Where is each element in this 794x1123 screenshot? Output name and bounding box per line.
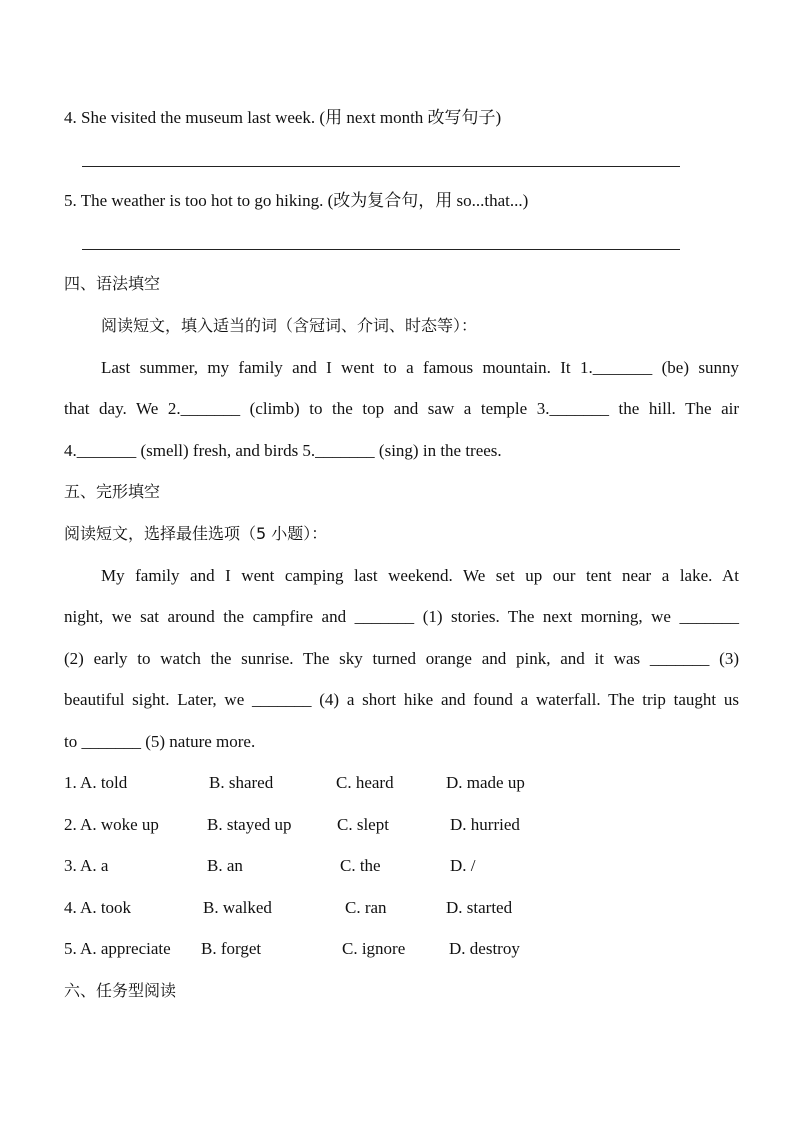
- option-2-c: C. slept: [337, 815, 389, 834]
- option-2-d: D. hurried: [450, 815, 520, 834]
- grammar-passage-line-3: 4._______ (smell) fresh, and birds 5._______ (sing) in the trees.: [64, 441, 502, 460]
- grammar-passage-line-1: Last summer, my family and I went to a famous mountain. It 1._______ (be) sunny: [101, 358, 739, 377]
- option-5-c: C. ignore: [342, 939, 406, 958]
- option-1-c: C. heard: [336, 773, 394, 792]
- option-2-a: 2. A. woke up: [64, 815, 159, 834]
- section-6-heading: 六、任务型阅读: [64, 981, 177, 1000]
- option-3-b: B. an: [207, 856, 243, 875]
- option-5-b: B. forget: [201, 939, 262, 958]
- rewrite-question-5: 5. The weather is too hot to go hiking. (改为复合句，用 so...that...): [64, 191, 529, 210]
- option-4-d: D. started: [446, 898, 513, 917]
- cloze-passage-line-2: night, we sat around the campfire and _______ (1) stories. The next morning, we _______: [64, 607, 739, 626]
- section-4-heading: 四、语法填空: [64, 274, 161, 293]
- option-3-c: C. the: [340, 856, 381, 875]
- option-5-d: D. destroy: [449, 939, 520, 958]
- option-3-a: 3. A. a: [64, 856, 109, 875]
- option-1-a: 1. A. told: [64, 773, 128, 792]
- cloze-passage-line-5: to _______ (5) nature more.: [64, 732, 256, 751]
- option-1-b: B. shared: [209, 773, 274, 792]
- option-5-a: 5. A. appreciate: [64, 939, 171, 958]
- option-4-c: C. ran: [345, 898, 387, 917]
- section-5-heading: 五、完形填空: [64, 482, 161, 501]
- answer-line-5: [82, 249, 680, 250]
- rewrite-question-4: 4. She visited the museum last week. (用 next month 改写句子): [64, 108, 502, 127]
- cloze-passage-line-1: My family and I went camping last weekend. We set up our tent near a lake. At: [101, 566, 739, 585]
- cloze-passage-line-4: beautiful sight. Later, we _______ (4) a short hike and found a waterfall. The trip taught us: [64, 690, 739, 709]
- section-4-instruction: 阅读短文，填入适当的词（含冠词、介词、时态等）：: [101, 316, 478, 335]
- section-5-instruction: 阅读短文，选择最佳选项（5 小题）：: [64, 524, 328, 543]
- option-1-d: D. made up: [446, 773, 525, 792]
- option-3-d: D. /: [450, 856, 476, 875]
- answer-line-4: [82, 166, 680, 167]
- option-4-a: 4. A. took: [64, 898, 132, 917]
- option-4-b: B. walked: [203, 898, 272, 917]
- grammar-passage-line-2: that day. We 2._______ (climb) to the top and saw a temple 3._______ the hill. The air: [64, 399, 739, 418]
- cloze-passage-line-3: (2) early to watch the sunrise. The sky turned orange and pink, and it was _______ (3): [64, 649, 739, 668]
- option-2-b: B. stayed up: [207, 815, 292, 834]
